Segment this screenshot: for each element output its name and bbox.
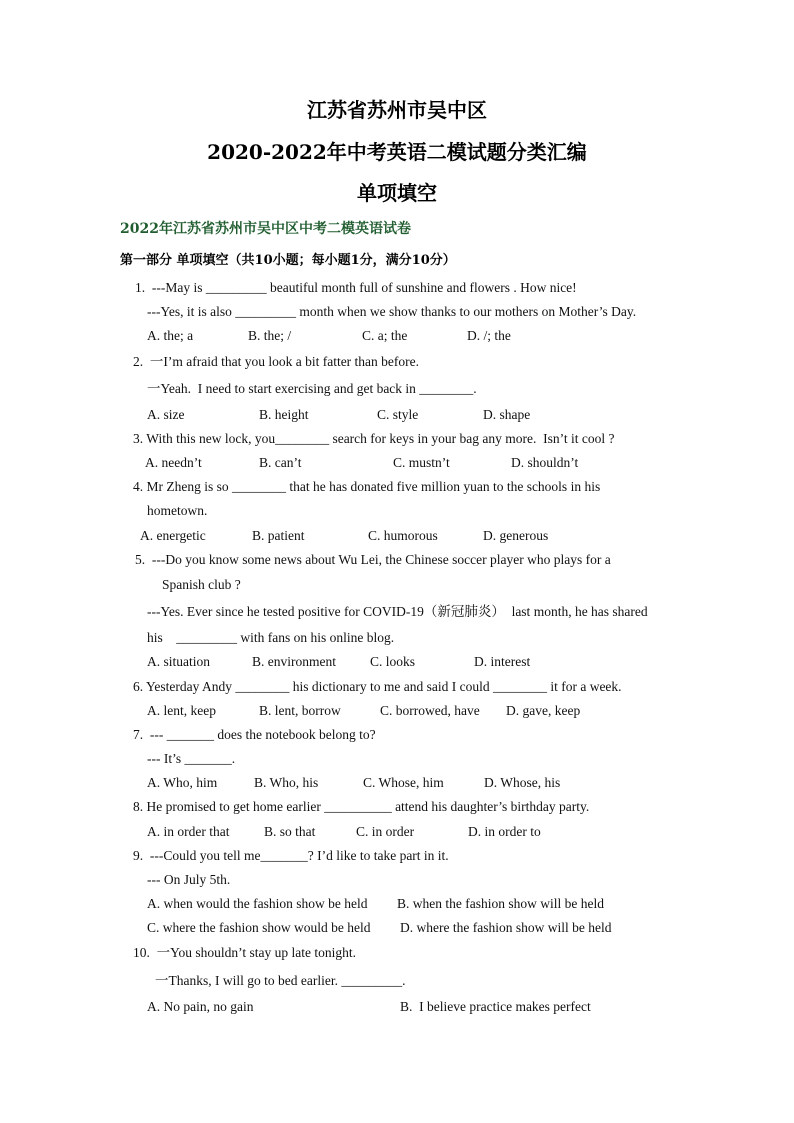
- question-10-option-a: A. No pain, no gain: [147, 999, 254, 1014]
- question-4-option-c: C. humorous: [368, 528, 438, 543]
- question-7-option-d: D. Whose, his: [484, 775, 561, 790]
- question-6-line-1: 6. Yesterday Andy ________ his dictionary to me and said I could ________ it for a week.: [133, 679, 622, 694]
- question-5-option-c: C. looks: [370, 654, 416, 669]
- question-5-line-2: Spanish club ?: [162, 577, 241, 592]
- question-5-option-b: B. environment: [252, 654, 336, 669]
- question-2-option-b: B. height: [259, 407, 309, 422]
- question-5-line-4: his _________ with fans on his online blog.: [147, 630, 395, 645]
- question-6-option-a: A. lent, keep: [147, 703, 216, 718]
- question-10-option-b: B. I believe practice makes perfect: [400, 999, 591, 1014]
- question-2-line-2: 一Yeah. I need to start exercising and get back in ________.: [147, 381, 477, 396]
- question-6-option-c: C. borrowed, have: [380, 703, 480, 718]
- question-5-option-d: D. interest: [474, 654, 531, 669]
- question-2-option-d: D. shape: [483, 407, 531, 422]
- question-8-option-d: D. in order to: [468, 824, 541, 839]
- question-2-option-c: C. style: [377, 407, 419, 422]
- question-6-option-b: B. lent, borrow: [259, 703, 341, 718]
- question-4-option-b: B. patient: [252, 528, 305, 543]
- question-8-option-a: A. in order that: [147, 824, 230, 839]
- question-3-option-c: C. mustn’t: [393, 455, 450, 470]
- part-title: 第一部分 单项填空（共10小题；每小题1分，满分10分）: [120, 253, 456, 268]
- question-5-line-1: 5. ---Do you know some news about Wu Lei, the Chinese soccer player who plays for a: [135, 552, 611, 567]
- question-3-option-b: B. can’t: [259, 455, 302, 470]
- question-10-line-2: 一Thanks, I will go to bed earlier. _________.: [155, 973, 406, 988]
- question-1-line-1: 1. ---May is _________ beautiful month full of sunshine and flowers . How nice!: [135, 280, 577, 295]
- question-1-option-c: C. a; the: [362, 328, 408, 343]
- question-3-option-d: D. shouldn’t: [511, 455, 579, 470]
- question-4-option-a: A. energetic: [140, 528, 206, 543]
- question-2-line-1: 2. 一I’m afraid that you look a bit fatter than before.: [133, 354, 420, 369]
- question-9-option-c: C. where the fashion show would be held: [147, 920, 371, 935]
- question-7-option-b: B. Who, his: [254, 775, 319, 790]
- question-5-option-a: A. situation: [147, 654, 210, 669]
- question-1-option-b: B. the; /: [248, 328, 292, 343]
- question-4-line-2: hometown.: [147, 503, 208, 518]
- question-6-option-d: D. gave, keep: [506, 703, 581, 718]
- question-8-option-b: B. so that: [264, 824, 316, 839]
- question-8-line-1: 8. He promised to get home earlier __________ attend his daughter’s birthday party.: [133, 799, 590, 814]
- question-1-option-d: D. /; the: [467, 328, 511, 343]
- header-exam-title: 2020-2022年中考英语二模试题分类汇编: [207, 140, 587, 164]
- header-section-type: 单项填空: [357, 181, 437, 205]
- question-2-option-a: A. size: [147, 407, 185, 422]
- question-5-line-3: ---Yes. Ever since he tested positive for COVID-19（新冠肺炎） last month, he has shared: [147, 604, 648, 619]
- question-9-option-b: B. when the fashion show will be held: [397, 896, 604, 911]
- question-9-line-1: 9. ---Could you tell me_______? I’d like to take part in it.: [133, 848, 449, 863]
- question-9-option-d: D. where the fashion show will be held: [400, 920, 612, 935]
- question-7-option-a: A. Who, him: [147, 775, 218, 790]
- question-4-option-d: D. generous: [483, 528, 549, 543]
- question-10-line-1: 10. 一You shouldn’t stay up late tonight.: [133, 945, 357, 960]
- question-8-option-c: C. in order: [356, 824, 415, 839]
- question-7-line-1: 7. --- _______ does the notebook belong to?: [133, 727, 376, 742]
- section-title: 2022年江苏省苏州市吴中区中考二模英语试卷: [120, 221, 411, 237]
- question-4-line-1: 4. Mr Zheng is so ________ that he has donated five million yuan to the schools in his: [133, 479, 601, 494]
- question-7-line-2: --- It’s _______.: [147, 751, 236, 766]
- question-3-line-1: 3. With this new lock, you________ search for keys in your bag any more. Isn’t it cool ?: [133, 431, 615, 446]
- question-9-line-2: --- On July 5th.: [147, 872, 231, 887]
- question-9-option-a: A. when would the fashion show be held: [147, 896, 368, 911]
- header-region: 江苏省苏州市吴中区: [307, 98, 487, 122]
- question-3-option-a: A. needn’t: [145, 455, 202, 470]
- question-1-option-a: A. the; a: [147, 328, 194, 343]
- question-1-line-2: ---Yes, it is also _________ month when we show thanks to our mothers on Mother’s Day.: [147, 304, 637, 319]
- question-7-option-c: C. Whose, him: [363, 775, 444, 790]
